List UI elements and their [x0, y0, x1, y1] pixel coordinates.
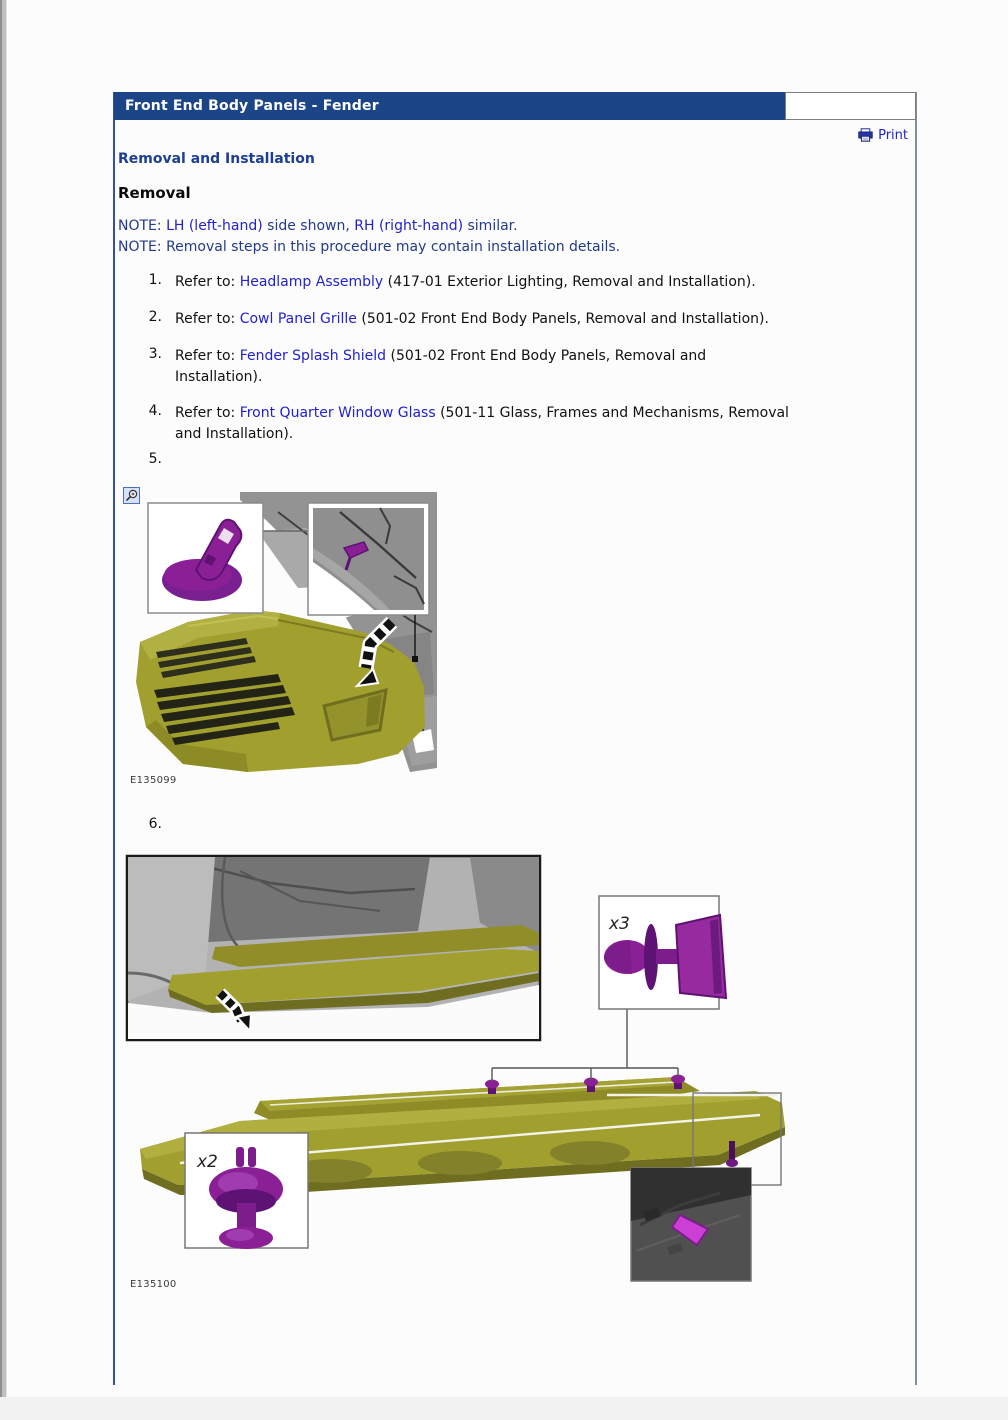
- note-text: Removal steps in this procedure may contain installation details.: [166, 239, 621, 255]
- refer-label: Refer to:: [175, 311, 240, 327]
- note-label: NOTE:: [118, 218, 167, 234]
- link-rh[interactable]: RH (right-hand): [354, 218, 464, 234]
- x3-callout-box: [599, 896, 726, 1009]
- step-rest-line2: and Installation).: [175, 426, 294, 442]
- note-line-2: [118, 239, 620, 255]
- figure-code-label: E135100: [130, 1279, 177, 1290]
- note-mid: side shown,: [262, 218, 355, 234]
- page-title: Front End Body Panels - Fender: [125, 98, 379, 114]
- print-button[interactable]: [858, 126, 908, 144]
- inset-clip-detail: [148, 503, 263, 613]
- x3-label: x3: [609, 914, 630, 934]
- note-label: NOTE:: [118, 239, 167, 255]
- subsection-heading: Removal: [118, 184, 191, 202]
- page-left-gutter: [0, 0, 7, 1420]
- refer-label: Refer to:: [175, 405, 240, 421]
- step-5-number: 5.: [148, 451, 162, 467]
- step-4-number: 4.: [148, 403, 162, 419]
- step-3-text: [175, 346, 706, 388]
- inset-sill-end-detail: [631, 1168, 751, 1281]
- figure-sill-illustration: [120, 853, 790, 1288]
- framed-door-image: [127, 856, 540, 1040]
- step-4-text: [175, 403, 789, 445]
- x2-label: x2: [197, 1152, 218, 1172]
- title-bar: [114, 92, 785, 120]
- refer-label: Refer to:: [175, 348, 240, 364]
- step-rest: (501-02 Front End Body Panels, Removal and: [386, 348, 707, 364]
- step-rest: (417-01 Exterior Lighting, Removal and Installation).: [383, 274, 756, 290]
- step-2-text: [175, 309, 769, 330]
- note-tail: similar.: [463, 218, 518, 234]
- step-3-number: 3.: [148, 346, 162, 362]
- step-rest-line2: Installation).: [175, 369, 263, 385]
- page-bottom-band: [0, 1397, 1008, 1420]
- note-line-1: [118, 218, 518, 234]
- refer-label: Refer to:: [175, 274, 240, 290]
- step-rest: (501-02 Front End Body Panels, Removal and Installation).: [356, 311, 769, 327]
- step-1-text: [175, 272, 756, 293]
- section-heading: Removal and Installation: [118, 151, 315, 167]
- content-left-border: [113, 92, 115, 1385]
- link-front-quarter-window-glass[interactable]: Front Quarter Window Glass: [239, 405, 436, 421]
- figure-bumper-illustration: [128, 492, 440, 774]
- link-fender-splash-shield[interactable]: Fender Splash Shield: [239, 348, 387, 364]
- x2-callout-box: [185, 1133, 308, 1249]
- step-6-number: 6.: [148, 816, 162, 832]
- print-label: Print: [878, 127, 908, 143]
- content-right-border: [915, 92, 917, 1385]
- link-lh[interactable]: LH (left-hand): [166, 218, 263, 234]
- printer-icon: [858, 128, 873, 142]
- link-cowl-panel-grille[interactable]: Cowl Panel Grille: [239, 311, 357, 327]
- title-side-box: [785, 92, 916, 120]
- step-1-number: 1.: [148, 272, 162, 288]
- step-rest: (501-11 Glass, Frames and Mechanisms, Removal: [435, 405, 789, 421]
- figure-code-label: E135099: [130, 775, 177, 786]
- inset-fender-location: [308, 503, 429, 615]
- link-headlamp-assembly[interactable]: Headlamp Assembly: [239, 274, 384, 290]
- step-2-number: 2.: [148, 309, 162, 325]
